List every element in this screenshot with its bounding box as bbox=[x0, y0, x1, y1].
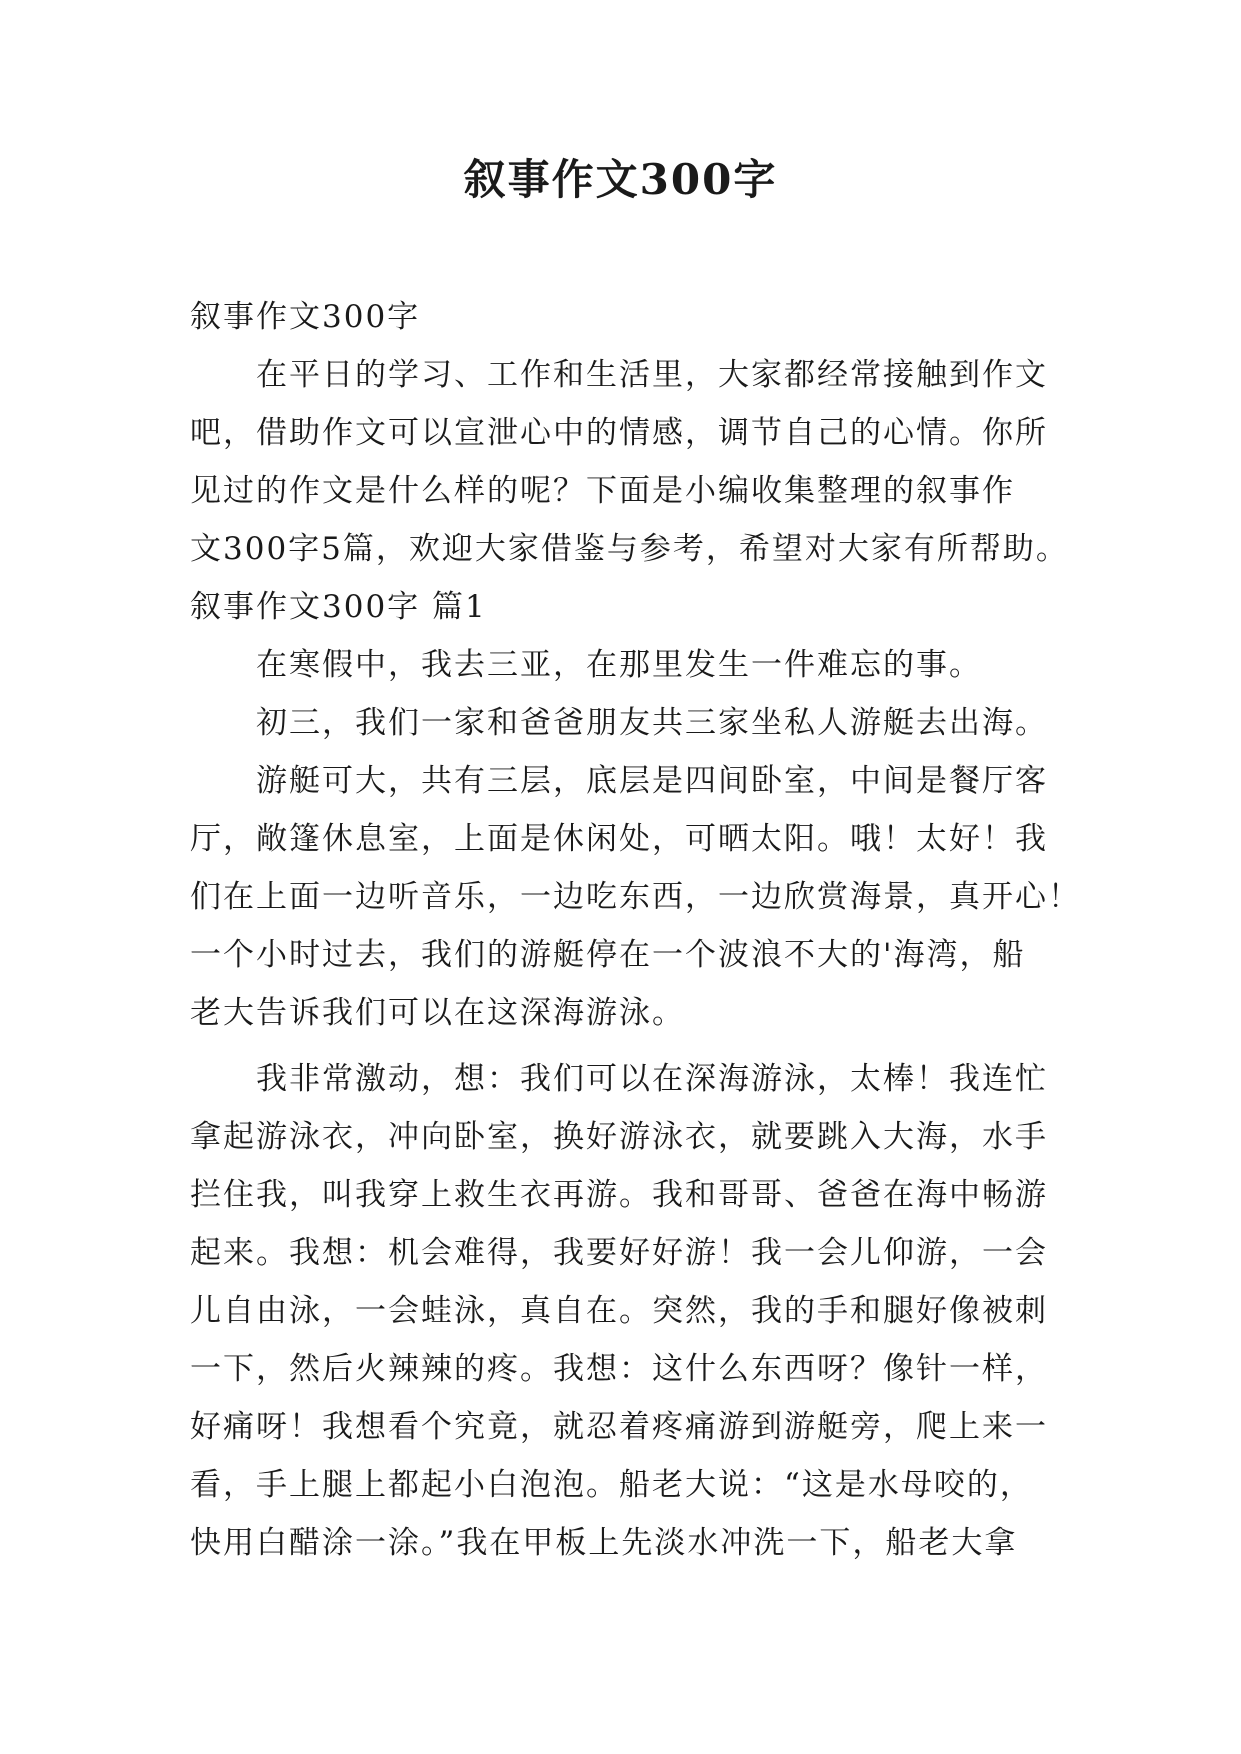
text-line: 起来。我想：机会难得，我要好好游！我一会儿仰游，一会 bbox=[190, 1235, 1048, 1271]
text-line: 们在上面一边听音乐，一边吃东西，一边欣赏海景，真开心！ bbox=[190, 879, 1081, 915]
text-line: 一个小时过去，我们的游艇停在一个波浪不大的'海湾，船 bbox=[190, 937, 1026, 973]
text-line: 游艇可大，共有三层，底层是四间卧室，中间是餐厅客 bbox=[256, 763, 1048, 799]
text-line: 在寒假中，我去三亚，在那里发生一件难忘的事。 bbox=[256, 647, 982, 683]
text-line: 好痛呀！我想看个究竟，就忍着疼痛游到游艇旁，爬上来一 bbox=[190, 1409, 1048, 1445]
text-line: 叙事作文300字 篇1 bbox=[190, 589, 487, 625]
text-line: 吧，借助作文可以宣泄心中的情感，调节自己的心情。你所 bbox=[190, 415, 1048, 451]
text-line: 厅，敞篷休息室，上面是休闲处，可晒太阳。哦！太好！我 bbox=[190, 821, 1048, 857]
text-line: 拦住我，叫我穿上救生衣再游。我和哥哥、爸爸在海中畅游 bbox=[190, 1177, 1048, 1213]
text-line: 见过的作文是什么样的呢？下面是小编收集整理的叙事作 bbox=[190, 473, 1015, 509]
text-line: 我非常激动，想：我们可以在深海游泳，太棒！我连忙 bbox=[256, 1061, 1048, 1097]
text-line: 一下，然后火辣辣的疼。我想：这什么东西呀？像针一样， bbox=[190, 1351, 1048, 1387]
text-line: 初三，我们一家和爸爸朋友共三家坐私人游艇去出海。 bbox=[256, 705, 1048, 741]
text-line: 看，手上腿上都起小白泡泡。船老大说：“这是水母咬的， bbox=[190, 1467, 1033, 1503]
text-line: 老大告诉我们可以在这深海游泳。 bbox=[190, 995, 685, 1031]
text-line: 文300字5篇，欢迎大家借鉴与参考，希望对大家有所帮助。 bbox=[190, 531, 1069, 567]
text-line: 儿自由泳，一会蛙泳，真自在。突然，我的手和腿好像被刺 bbox=[190, 1293, 1048, 1329]
text-line: 在平日的学习、工作和生活里，大家都经常接触到作文 bbox=[256, 357, 1048, 393]
document-body bbox=[190, 288, 1081, 1572]
text-line: 快用白醋涂一涂。”我在甲板上先淡水冲洗一下，船老大拿 bbox=[190, 1525, 1018, 1561]
text-line: 拿起游泳衣，冲向卧室，换好游泳衣，就要跳入大海，水手 bbox=[190, 1119, 1048, 1155]
document-title: 叙事作文300字 bbox=[463, 155, 778, 204]
text-line: 叙事作文300字 bbox=[190, 299, 421, 335]
